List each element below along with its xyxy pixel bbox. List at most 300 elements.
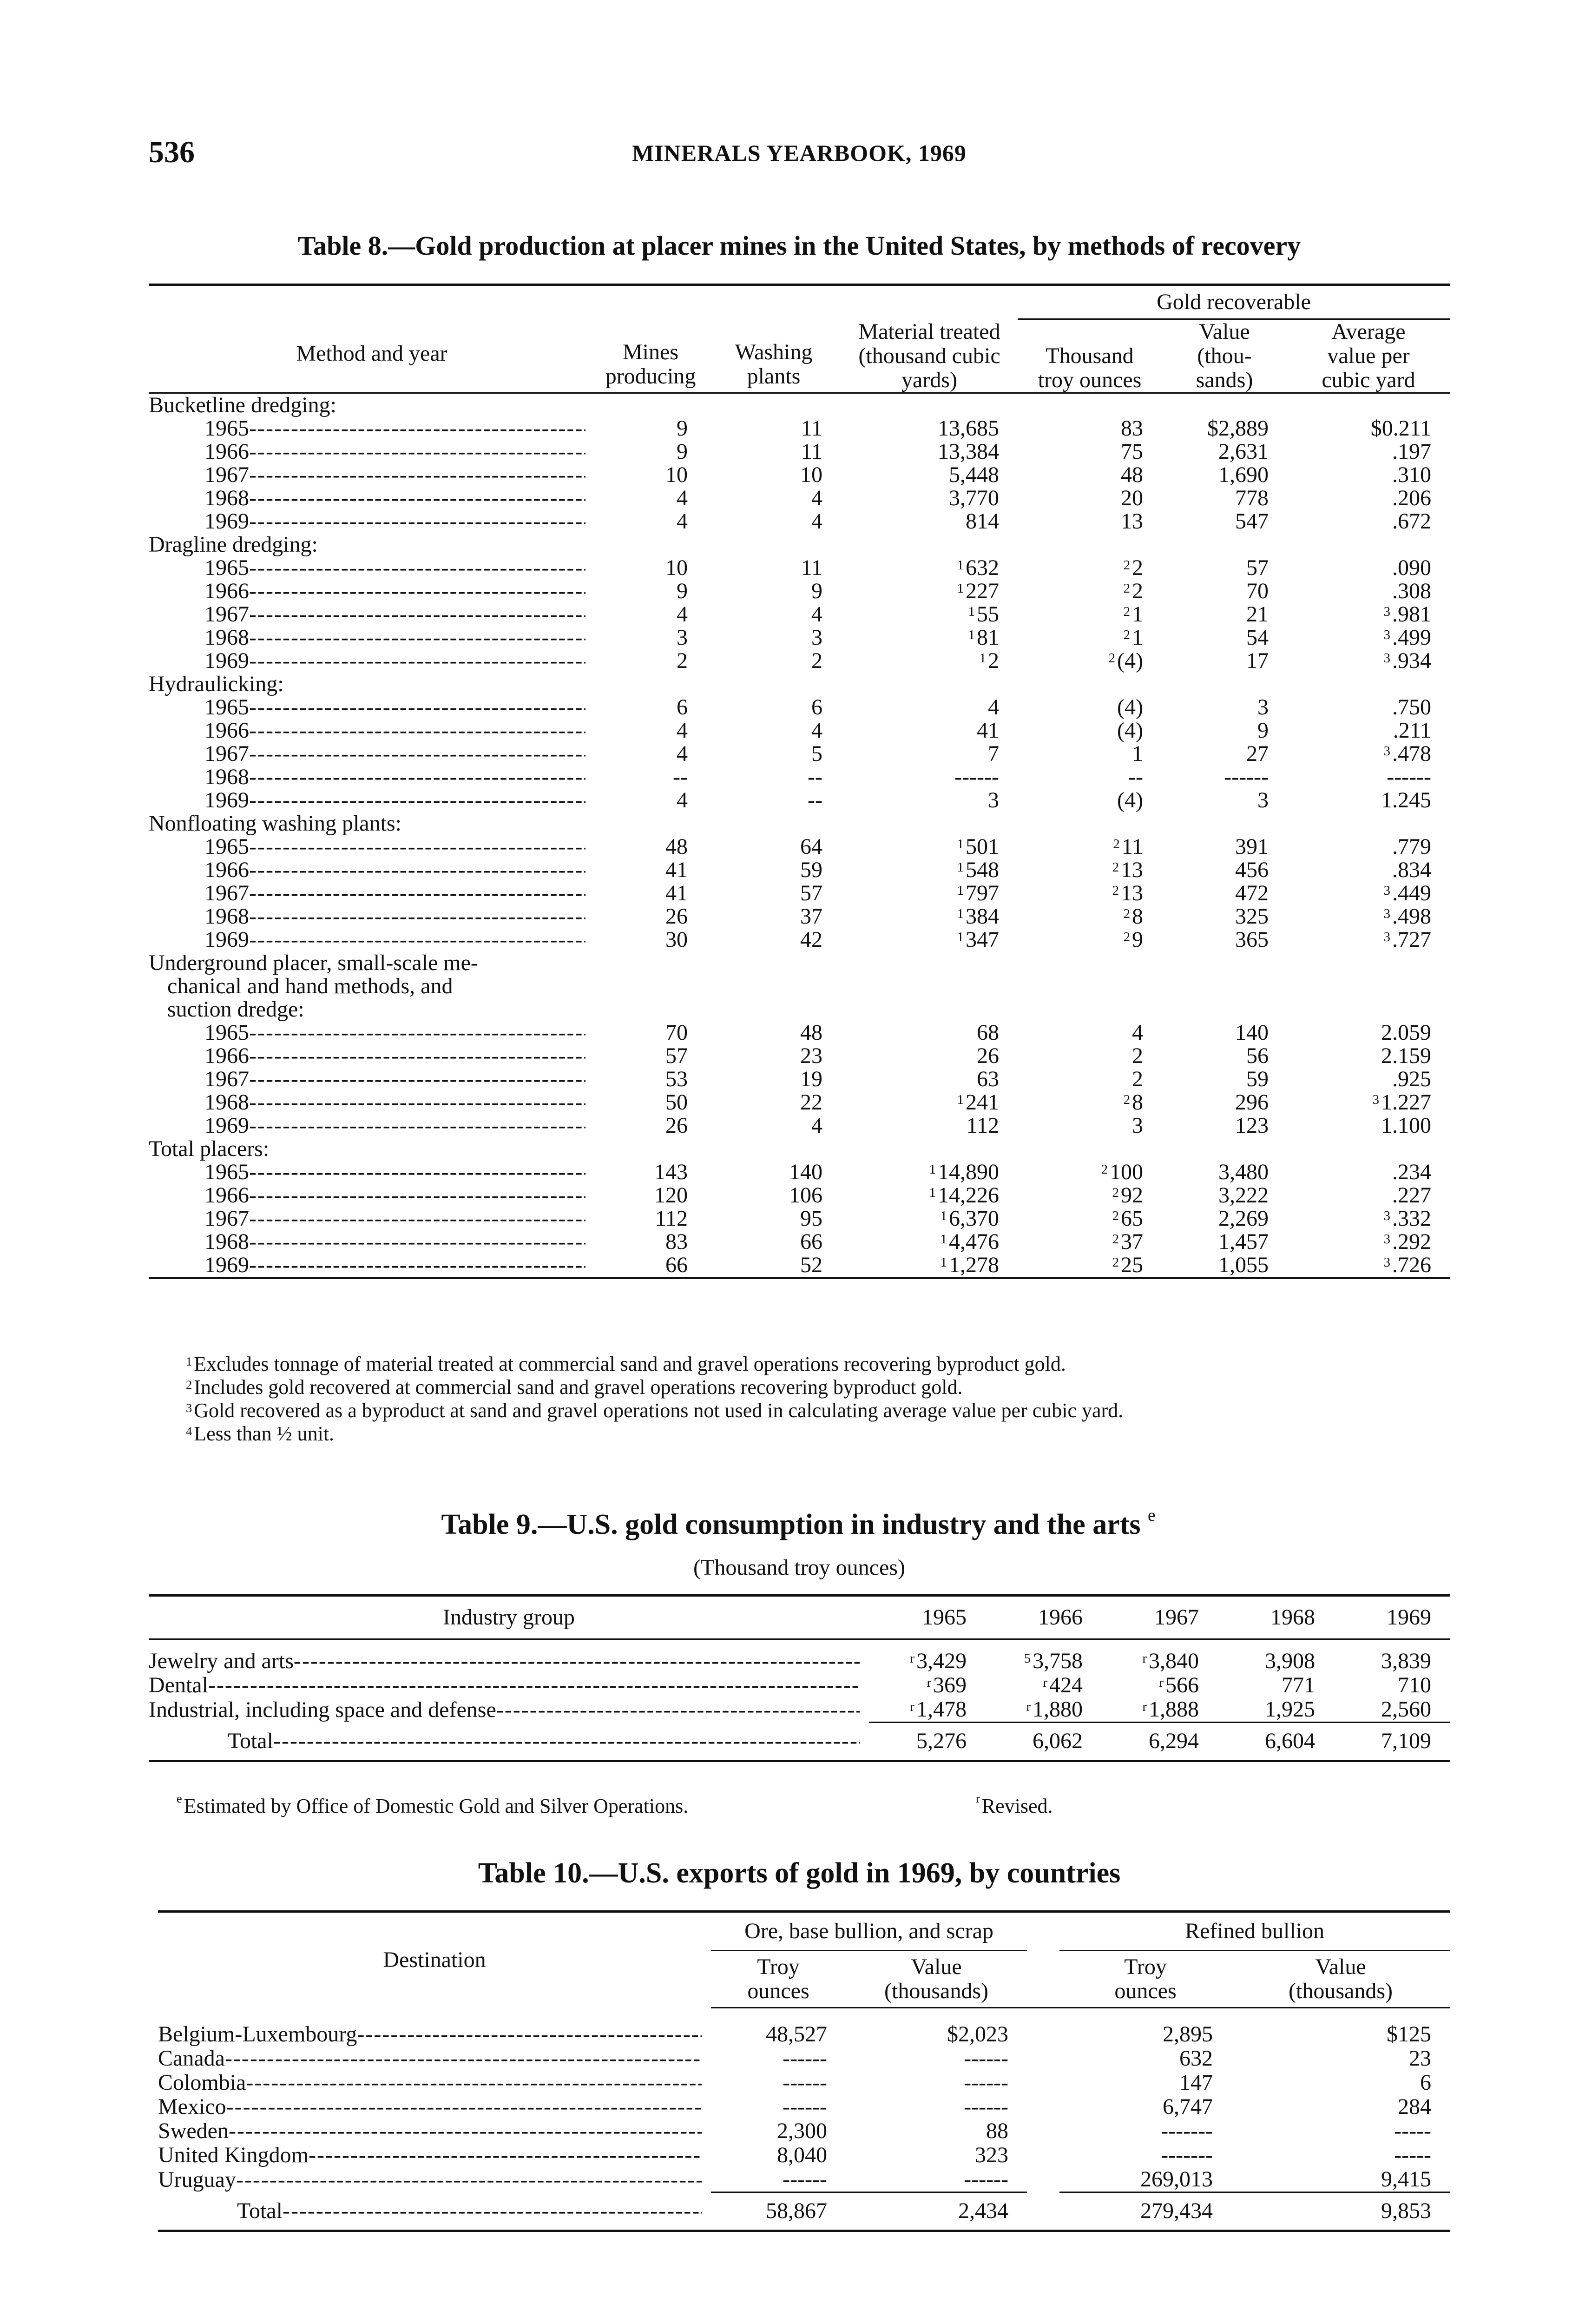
material-value — [841, 766, 1018, 789]
material-number: 4,476 — [949, 1230, 999, 1254]
material-value — [841, 510, 1018, 533]
ounces-number: 2 — [1132, 580, 1143, 603]
footnote-ref: r — [1142, 1699, 1147, 1714]
washing-value: 95 — [800, 1207, 822, 1230]
ore-value: 88 — [986, 2119, 1009, 2143]
row-year-text: 1967 — [204, 463, 249, 487]
table9-note-revised — [976, 1791, 1053, 1818]
mines-value: 112 — [655, 1207, 688, 1230]
dot-leader — [246, 2071, 702, 2095]
table-row — [149, 928, 1450, 951]
material-value — [841, 649, 1018, 673]
row-year-text: 1966 — [204, 719, 249, 742]
material-number: 68 — [977, 1021, 999, 1044]
ounces-number: 4 — [1132, 1021, 1143, 1044]
row-year — [149, 626, 595, 649]
value-thousands: 9 — [1257, 719, 1269, 742]
row-year-text: 1967 — [204, 603, 249, 626]
dot-leader — [357, 2022, 702, 2047]
total-label — [158, 2192, 711, 2231]
washing-value: 52 — [706, 1254, 841, 1278]
running-title: MINERALS YEARBOOK, 1969 — [632, 140, 967, 166]
footnote-ref: 2 — [1112, 1232, 1119, 1247]
material-value — [841, 1114, 1018, 1137]
t10-group-refined: Refined bullion — [1059, 1912, 1450, 1951]
row-year-text: 1969 — [204, 1254, 249, 1277]
refined-troy: 147 — [1179, 2071, 1213, 2095]
total-ref-troy: 279,434 — [1059, 2192, 1231, 2231]
t9-col-group: Industry group — [149, 1596, 869, 1639]
ore-value: 323 — [975, 2143, 1009, 2167]
value-thousands: 54 — [1246, 626, 1269, 649]
ounces-number: 2 — [1132, 1068, 1143, 1091]
note-text: Revised. — [981, 1795, 1053, 1817]
row-year — [149, 1184, 595, 1207]
t9-col-year: 1966 — [985, 1596, 1101, 1639]
country-label — [158, 2022, 711, 2047]
dot-leader — [249, 835, 585, 858]
material-value — [841, 858, 1018, 882]
material-number: 5,448 — [949, 463, 999, 487]
footnote-ref: 2 — [1113, 837, 1120, 852]
washing-value: 4 — [811, 603, 822, 626]
footnote-ref: 1 — [957, 860, 964, 875]
washing-value: 66 — [800, 1230, 822, 1254]
ounces-value — [1018, 1254, 1162, 1278]
footnote-1 — [149, 1353, 1450, 1376]
washing-value: 48 — [800, 1021, 822, 1044]
refined-troy: 6,747 — [1163, 2095, 1213, 2119]
group-heading: chanical and hand methods, and — [167, 975, 453, 998]
year-number: 2,560 — [1381, 1697, 1431, 1722]
industry-label-text: Jewelry and arts — [149, 1649, 294, 1673]
ounces-value — [1018, 487, 1162, 510]
row-year — [149, 463, 595, 487]
ore-value: ------ — [964, 2167, 1009, 2192]
row-year — [149, 1114, 595, 1137]
row-year-text: 1965 — [204, 1021, 249, 1044]
average-value — [1287, 603, 1450, 626]
washing-value: 57 — [800, 882, 822, 905]
col-mines-label: Mines producing — [605, 340, 696, 389]
total-row — [149, 1723, 1450, 1761]
year-number: 1,925 — [1265, 1697, 1315, 1722]
table-row — [149, 905, 1450, 928]
table8-title: Table 8.—Gold production at placer mines in the United States, by methods of recovery — [297, 231, 1301, 261]
table-row — [149, 463, 1450, 487]
col-washing-label: Washing plants — [735, 340, 813, 389]
year-number: 771 — [1282, 1673, 1315, 1697]
average-number: .727 — [1392, 928, 1431, 951]
dot-leader — [249, 696, 585, 719]
footnote-ref: r — [1159, 1675, 1164, 1690]
year-number: 1,478 — [916, 1697, 967, 1722]
refined-value: ----- — [1394, 2119, 1432, 2143]
footnote-ref: 1 — [940, 1208, 947, 1223]
ounces-number: 11 — [1121, 835, 1143, 858]
value-thousands: ------ — [1224, 766, 1269, 789]
material-value — [841, 742, 1018, 766]
group-heading-row — [149, 998, 1450, 1021]
ounces-number: 8 — [1132, 905, 1143, 928]
washing-value: 3 — [811, 626, 822, 649]
table8-body — [149, 393, 1450, 1278]
footnote-4 — [149, 1422, 1450, 1446]
total-value: 6,604 — [1217, 1723, 1334, 1761]
ounces-number: (4) — [1117, 696, 1143, 719]
mines-value: 48 — [665, 835, 688, 858]
year-number: 3,429 — [916, 1649, 967, 1673]
washing-value: 4 — [811, 487, 822, 510]
average-value — [1287, 580, 1450, 603]
year-number: 566 — [1165, 1673, 1199, 1697]
dot-leader — [249, 417, 585, 440]
page-number: 536 — [149, 135, 195, 169]
mines-value: 4 — [677, 719, 688, 742]
average-value — [1287, 789, 1450, 812]
material-number: 384 — [966, 905, 999, 928]
refined-troy: 632 — [1179, 2047, 1213, 2071]
material-number: 55 — [977, 603, 999, 626]
row-year-text: 1967 — [204, 742, 249, 766]
footnote-ref: 2 — [1123, 1092, 1130, 1107]
value-thousands: 778 — [1235, 487, 1269, 510]
footnote-mark: 1 — [186, 1354, 192, 1368]
washing-value: 9 — [811, 580, 822, 603]
average-number: 1.245 — [1381, 789, 1431, 812]
dot-leader — [249, 1161, 585, 1184]
value-thousands: 123 — [1235, 1114, 1269, 1137]
col-material — [841, 319, 1018, 393]
table10 — [158, 1910, 1450, 2232]
year-value — [869, 1673, 985, 1697]
footnote-ref: 2 — [1112, 1255, 1119, 1270]
table-row — [149, 417, 1450, 440]
group-heading: Nonfloating washing plants: — [149, 812, 401, 835]
mines-value: 10 — [665, 463, 688, 487]
average-number: .478 — [1392, 742, 1431, 766]
average-number: ------ — [1387, 766, 1431, 789]
row-year — [149, 1230, 595, 1254]
ounces-number: 48 — [1121, 463, 1143, 487]
table-row — [149, 556, 1450, 580]
mines-value: 4 — [677, 510, 688, 533]
mines-value: 3 — [677, 626, 688, 649]
average-number: $0.211 — [1370, 417, 1431, 440]
row-year-text: 1966 — [204, 858, 249, 882]
footnote-ref: 1 — [968, 604, 975, 619]
footnote-2 — [149, 1376, 1450, 1399]
dot-leader — [249, 742, 585, 766]
ounces-value — [1018, 1207, 1162, 1230]
washing-value: 6 — [811, 696, 822, 719]
ounces-value — [1018, 1021, 1162, 1044]
row-year — [149, 510, 595, 533]
average-number: .308 — [1392, 580, 1431, 603]
dot-leader — [294, 1649, 860, 1673]
col-mines — [595, 319, 706, 393]
material-value — [841, 789, 1018, 812]
average-value — [1287, 766, 1450, 789]
footnote-ref: 2 — [1112, 883, 1119, 898]
value-thousands: 21 — [1246, 603, 1269, 626]
ounces-number: 2 — [1132, 1044, 1143, 1068]
note-mark: r — [976, 1791, 980, 1805]
dot-leader — [309, 2143, 702, 2167]
mines-value: 53 — [665, 1068, 688, 1091]
table-row — [149, 719, 1450, 742]
year-value — [985, 1697, 1101, 1723]
footnote-mark: 3 — [186, 1401, 192, 1415]
footnote-ref: 1 — [957, 558, 964, 573]
row-year-text: 1969 — [204, 510, 249, 533]
t10-group-ore: Ore, base bullion, and scrap — [711, 1912, 1027, 1951]
ounces-number: 3 — [1132, 1114, 1143, 1137]
average-value — [1287, 510, 1450, 533]
spacer-row — [158, 2008, 1450, 2023]
material-number: 3,770 — [949, 487, 999, 510]
refined-value: 284 — [1398, 2095, 1432, 2119]
washing-value: 23 — [800, 1044, 822, 1068]
row-year — [149, 928, 595, 951]
note-mark: e — [177, 1791, 182, 1805]
dot-leader — [249, 882, 585, 905]
mines-value: 57 — [665, 1044, 688, 1068]
value-thousands: 3,480 — [1218, 1161, 1269, 1184]
footnote-ref: 3 — [1383, 627, 1390, 642]
refined-value: 6 — [1420, 2071, 1432, 2095]
ounces-value — [1018, 556, 1162, 580]
washing-value: 22 — [800, 1091, 822, 1114]
table-row — [158, 2119, 1450, 2143]
footnote-ref: 2 — [1101, 1162, 1108, 1177]
material-value — [841, 487, 1018, 510]
row-year-text: 1966 — [204, 440, 249, 463]
country-label — [158, 2119, 711, 2143]
ounces-value — [1018, 580, 1162, 603]
industry-label — [149, 1697, 869, 1723]
year-value — [869, 1697, 985, 1723]
table-row — [149, 858, 1450, 882]
average-value — [1287, 1207, 1450, 1230]
ounces-number: 75 — [1121, 440, 1143, 463]
footnote-ref: 3 — [1383, 930, 1390, 944]
footnote-ref: r — [910, 1651, 914, 1666]
row-year — [149, 905, 595, 928]
dot-leader — [249, 1230, 585, 1254]
row-year-text: 1969 — [204, 789, 249, 812]
ounces-number: 13 — [1121, 858, 1143, 882]
mines-value: 10 — [665, 556, 688, 580]
footnote-ref: 1 — [957, 1092, 964, 1107]
group-heading-row — [149, 1137, 1450, 1161]
country-label — [158, 2143, 711, 2167]
material-value — [841, 440, 1018, 463]
table-row — [149, 440, 1450, 463]
refined-troy: 269,013 — [1140, 2167, 1213, 2192]
refined-troy: ------- — [1161, 2143, 1213, 2167]
year-value — [1217, 1697, 1334, 1723]
table9-title — [149, 1508, 1450, 1541]
washing-value: 42 — [800, 928, 822, 951]
material-value — [841, 580, 1018, 603]
table-row — [149, 882, 1450, 905]
ounces-value — [1018, 603, 1162, 626]
dot-leader — [236, 2168, 702, 2192]
footnote-text: Excludes tonnage of material treated at commercial sand and gravel operations recovering byproduct gold. — [194, 1353, 1066, 1375]
footnote-ref: 1 — [957, 837, 964, 852]
row-year-text: 1969 — [204, 649, 249, 673]
material-value — [841, 417, 1018, 440]
dot-leader — [249, 1091, 585, 1114]
washing-value: 64 — [800, 835, 822, 858]
material-number: 7 — [988, 742, 999, 766]
ounces-value — [1018, 1184, 1162, 1207]
material-number: 63 — [977, 1068, 999, 1091]
footnote-ref: 1 — [957, 883, 964, 898]
ore-troy: 48,527 — [766, 2022, 827, 2047]
value-thousands: 140 — [1235, 1021, 1269, 1044]
footnote-ref: r — [1026, 1699, 1031, 1714]
industry-label-text: Industrial, including space and defense — [149, 1697, 496, 1722]
material-number: 6,370 — [949, 1207, 999, 1230]
footnote-ref: 1 — [957, 930, 964, 944]
ore-troy: ------ — [783, 2167, 827, 2192]
table-row — [149, 742, 1450, 766]
ounces-number: -- — [1128, 766, 1143, 789]
dot-leader — [249, 789, 585, 812]
dot-leader — [226, 2095, 702, 2119]
dot-leader — [249, 1114, 585, 1137]
total-label-text: Total — [237, 2198, 283, 2223]
material-value — [841, 835, 1018, 858]
material-number: 13,384 — [938, 440, 999, 463]
average-number: .234 — [1392, 1161, 1431, 1184]
footnote-mark: 2 — [186, 1378, 192, 1392]
ounces-value — [1018, 1230, 1162, 1254]
dot-leader — [249, 719, 585, 742]
dot-leader — [229, 2119, 702, 2143]
material-value — [841, 719, 1018, 742]
ounces-value — [1018, 1091, 1162, 1114]
mines-value: 4 — [677, 603, 688, 626]
average-number: 1.227 — [1381, 1091, 1431, 1114]
material-value — [841, 1044, 1018, 1068]
year-number: 710 — [1398, 1673, 1431, 1697]
table-row — [149, 487, 1450, 510]
country-label — [158, 2047, 711, 2071]
row-year — [149, 1091, 595, 1114]
mines-value: 2 — [677, 649, 688, 673]
footnote-mark: 4 — [186, 1424, 192, 1438]
country-label-text: Sweden — [158, 2119, 229, 2143]
t10-col-ref-troy: Troy ounces — [1059, 1951, 1231, 2008]
table-row — [149, 1161, 1450, 1184]
washing-value: 19 — [800, 1068, 822, 1091]
col-value-label: Value (thou-sands) — [1196, 319, 1253, 392]
group-heading: Hydraulicking: — [149, 673, 284, 696]
year-number: 424 — [1049, 1673, 1083, 1697]
material-value — [841, 603, 1018, 626]
total-ore-value: 2,434 — [846, 2192, 1027, 2231]
table-row — [149, 1184, 1450, 1207]
row-year-text: 1969 — [204, 1114, 249, 1137]
year-number: 3,758 — [1033, 1649, 1083, 1673]
row-year — [149, 1044, 595, 1068]
material-value — [841, 696, 1018, 719]
col-average — [1287, 319, 1450, 393]
gold-recoverable-header: Gold recoverable — [1018, 285, 1450, 319]
total-value: 6,294 — [1101, 1723, 1217, 1761]
average-value — [1287, 463, 1450, 487]
footnote-ref: 5 — [1024, 1651, 1031, 1666]
washing-value: 11 — [801, 440, 822, 463]
col-average-label: Average value per cubic yard — [1322, 319, 1415, 392]
t9-col-year: 1967 — [1101, 1596, 1217, 1639]
washing-value: 5 — [811, 742, 822, 766]
row-year-text: 1969 — [204, 928, 249, 951]
table-row — [149, 1114, 1450, 1137]
dot-leader — [249, 556, 585, 580]
table-row — [149, 1044, 1450, 1068]
row-year — [149, 1021, 595, 1044]
ounces-number: 20 — [1121, 487, 1143, 510]
country-label-text: Mexico — [158, 2095, 226, 2119]
year-value — [1334, 1673, 1450, 1697]
footnote-ref: 1 — [940, 1232, 947, 1247]
table9-subtitle: (Thousand troy ounces) — [693, 1555, 905, 1580]
table9 — [149, 1594, 1450, 1762]
mines-value: 70 — [665, 1021, 688, 1044]
ounces-value — [1018, 510, 1162, 533]
row-year-text: 1965 — [204, 696, 249, 719]
mines-value: 4 — [677, 742, 688, 766]
material-number: 501 — [966, 835, 999, 858]
value-thousands: 391 — [1235, 835, 1269, 858]
country-label — [158, 2095, 711, 2119]
average-value — [1287, 487, 1450, 510]
material-number: 227 — [966, 580, 999, 603]
dot-leader — [249, 1254, 585, 1277]
material-number: 1,278 — [949, 1254, 999, 1277]
average-value — [1287, 1021, 1450, 1044]
note-text: Estimated by Office of Domestic Gold and Silver Operations. — [184, 1795, 689, 1817]
average-value — [1287, 1230, 1450, 1254]
mines-value: 26 — [665, 905, 688, 928]
ounces-number: 37 — [1121, 1230, 1143, 1254]
average-number: .292 — [1392, 1230, 1431, 1254]
washing-value: 59 — [800, 858, 822, 882]
table9-title-mark: e — [1148, 1506, 1156, 1525]
material-value — [841, 1230, 1018, 1254]
table-row — [158, 2022, 1450, 2047]
value-thousands: 296 — [1235, 1091, 1269, 1114]
dot-leader — [249, 603, 585, 626]
mines-value: 9 — [677, 580, 688, 603]
row-year — [149, 789, 595, 812]
footnote-ref: 2 — [1112, 1208, 1119, 1223]
ounces-value — [1018, 463, 1162, 487]
t9-col-year: 1968 — [1217, 1596, 1334, 1639]
ore-troy: ------ — [783, 2071, 827, 2095]
ounces-number: (4) — [1117, 649, 1143, 673]
table9-body — [149, 1639, 1450, 1761]
table-row — [149, 1673, 1450, 1697]
ounces-value — [1018, 719, 1162, 742]
mines-value: 9 — [677, 440, 688, 463]
dot-leader — [249, 463, 585, 487]
average-value — [1287, 882, 1450, 905]
